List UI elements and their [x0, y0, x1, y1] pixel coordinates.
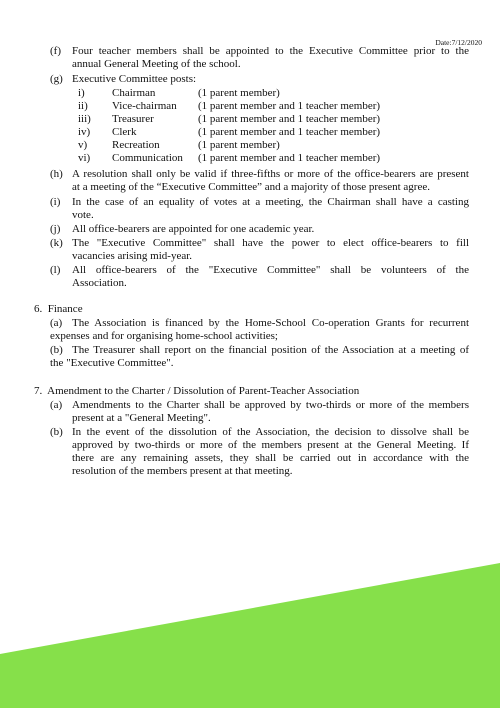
- post-number: i): [78, 87, 85, 99]
- document-date: Date:7/12/2020: [435, 38, 482, 47]
- item-f-line2: annual General Meeting of the school.: [72, 58, 241, 70]
- item-label-j: (j): [50, 223, 61, 235]
- item-label-7a: (a): [50, 399, 63, 411]
- post-name: Chairman: [112, 87, 156, 99]
- post-members: (1 parent member): [198, 139, 280, 151]
- section-heading-amendment: 7. Amendment to the Charter / Dissolution of Parent-Teacher Association: [34, 385, 360, 397]
- item-label-g: (g): [50, 73, 63, 85]
- item-6a-line2: expenses and for organising home-school activities;: [50, 330, 278, 342]
- item-7b-line4: resolution of the members present at that meeting.: [72, 465, 293, 477]
- post-members: (1 parent member and 1 teacher member): [198, 100, 381, 112]
- item-i-line2: vote.: [72, 209, 94, 221]
- item-7b-line3: there are any remaining assets, they shall be carried out in accordance with the: [72, 452, 469, 464]
- item-k-line1: The "Executive Committee" shall have the power to elect office-bearers to fill: [72, 237, 469, 249]
- item-6b-line2: the "Executive Committee".: [50, 357, 174, 369]
- decorative-green-wedge: [0, 563, 500, 708]
- post-members: (1 parent member and 1 teacher member): [198, 126, 381, 138]
- item-label-i: (i): [50, 196, 61, 208]
- item-label-k: (k): [50, 237, 63, 249]
- item-label-6a: (a): [50, 317, 63, 329]
- post-number: v): [78, 139, 88, 151]
- item-7a-line2: present at a "General Meeting".: [72, 412, 211, 424]
- item-7b-line2: approved by two-thirds or more of the members present at the General Meeting. If: [72, 439, 469, 451]
- item-k-line2: vacancies arising mid-year.: [72, 250, 193, 262]
- item-label-f: (f): [50, 45, 61, 57]
- item-f-line1: Four teacher members shall be appointed to the Executive Committee prior to the: [72, 45, 469, 57]
- post-name: Communication: [112, 152, 183, 164]
- post-number: ii): [78, 100, 88, 112]
- section-heading-finance: 6. Finance: [34, 303, 83, 315]
- post-members: (1 parent member and 1 teacher member): [198, 152, 381, 164]
- item-7b-line1: In the event of the dissolution of the Association, the decision to dissolve shall be: [72, 426, 469, 438]
- item-6a-line1: The Association is financed by the Home-School Co-operation Grants for recurrent: [72, 317, 469, 329]
- item-i-line1: In the case of an equality of votes at a meeting, the Chairman shall have a casting: [72, 196, 469, 208]
- item-l-line1: All office-bearers of the "Executive Committee" shall be volunteers of the: [72, 264, 469, 276]
- item-label-6b: (b): [50, 344, 63, 356]
- item-l-line2: Association.: [72, 277, 127, 289]
- item-label-l: (l): [50, 264, 61, 276]
- post-name: Recreation: [112, 139, 160, 151]
- item-7a-line1: Amendments to the Charter shall be approved by two-thirds or more of the members: [72, 399, 469, 411]
- post-members: (1 parent member): [198, 87, 280, 99]
- item-label-h: (h): [50, 168, 63, 180]
- item-h-line2: at a meeting of the “Executive Committee” and a majority of those present agree.: [72, 181, 430, 193]
- post-name: Vice-chairman: [112, 100, 177, 112]
- item-6b-line1: The Treasurer shall report on the financial position of the Association at a meeting of: [72, 344, 469, 356]
- post-number: iv): [78, 126, 91, 138]
- post-name: Treasurer: [112, 113, 154, 125]
- post-members: (1 parent member and 1 teacher member): [198, 113, 381, 125]
- item-h-line1: A resolution shall only be valid if three-fifths or more of the office-bearers are present: [72, 168, 469, 180]
- item-g-title: Executive Committee posts:: [72, 73, 197, 85]
- item-label-7b: (b): [50, 426, 63, 438]
- post-name: Clerk: [112, 126, 137, 138]
- post-number: iii): [78, 113, 91, 125]
- post-number: vi): [78, 152, 91, 164]
- item-j-line1: All office-bearers are appointed for one academic year.: [72, 223, 315, 235]
